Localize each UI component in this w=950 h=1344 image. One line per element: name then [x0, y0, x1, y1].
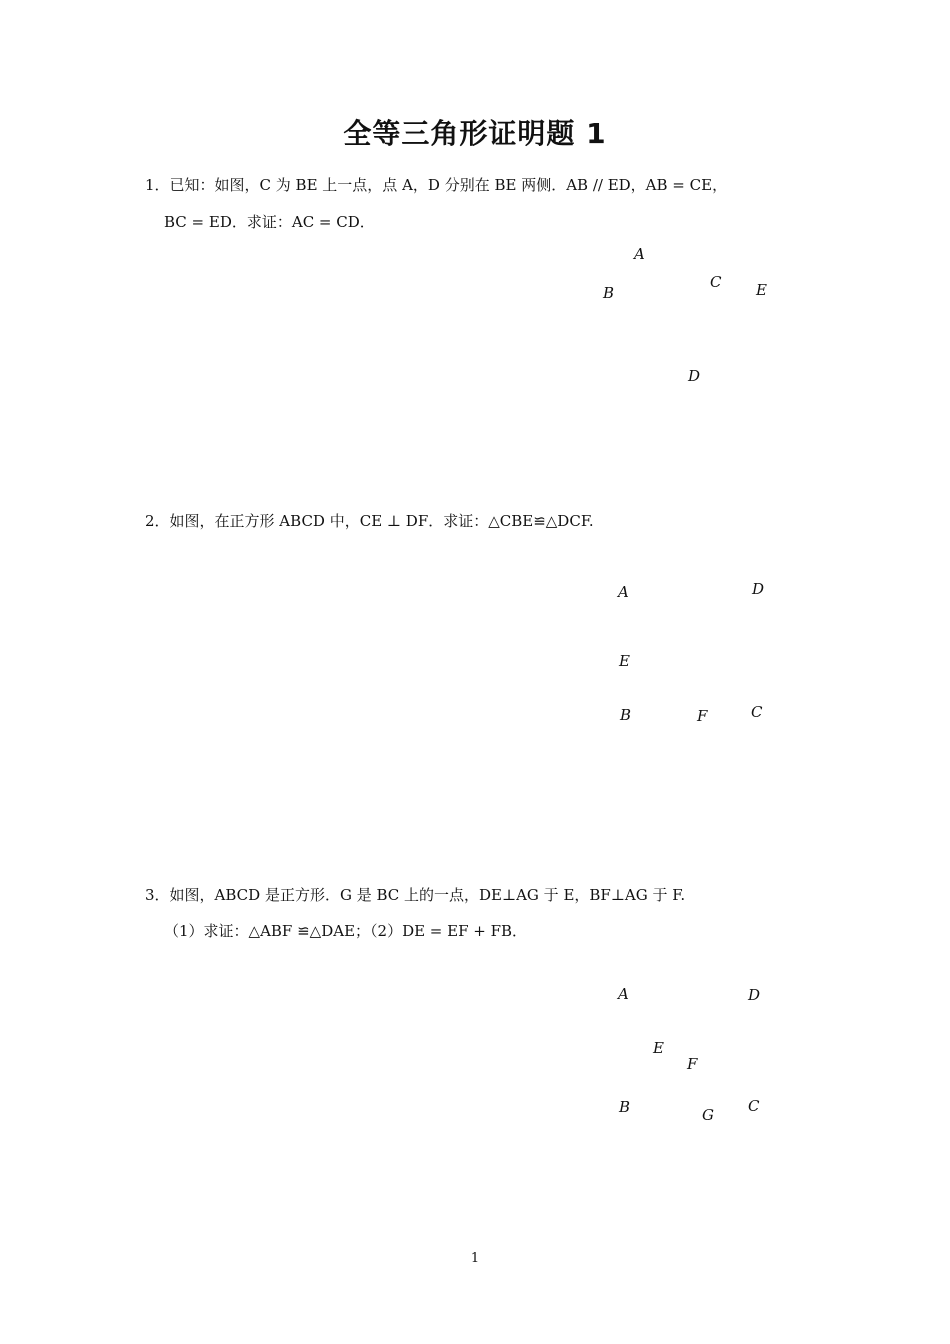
q2-label-e: E	[619, 652, 630, 670]
q2-label-b: B	[620, 706, 632, 724]
q3-label-b: B	[619, 1098, 631, 1116]
q3-label-c: C	[748, 1097, 760, 1115]
q3-label-a: A	[618, 985, 629, 1003]
q3-label-g: G	[702, 1106, 714, 1124]
q1-label-c: C	[710, 273, 722, 291]
page-title: 全等三角形证明题 1	[343, 117, 607, 150]
page-number: 1	[470, 1251, 480, 1266]
q2-label-c: C	[751, 703, 763, 721]
q2-label-f: F	[697, 707, 708, 725]
q2-label-d: D	[752, 580, 765, 598]
q3-label-d: D	[748, 986, 761, 1004]
q1-label-b: B	[603, 284, 615, 302]
q1-line-1: 1．已知：如图，C 为 BE 上一点，点 A，D 分别在 BE 两侧．AB // ED，AB = CE，	[145, 176, 728, 194]
q2-line-1: 2．如图，在正方形 ABCD 中，CE ⊥ DF．求证：△CBE≌△DCF.	[145, 512, 594, 530]
q3-line-1: 3．如图，ABCD 是正方形．G 是 BC 上的一点，DE⊥AG 于 E，BF⊥AG 于 F.	[145, 886, 686, 904]
q3-label-f: F	[687, 1055, 698, 1073]
q1-label-a: A	[634, 245, 645, 263]
q1-line-2: BC = ED．求证：AC = CD．	[164, 213, 375, 231]
q3-label-e: E	[653, 1039, 664, 1057]
q1-label-d: D	[688, 367, 701, 385]
q3-line-2: （1）求证：△ABF ≌△DAE；（2）DE = EF + FB．	[164, 922, 528, 940]
q1-label-e: E	[756, 281, 767, 299]
q2-label-a: A	[618, 583, 629, 601]
